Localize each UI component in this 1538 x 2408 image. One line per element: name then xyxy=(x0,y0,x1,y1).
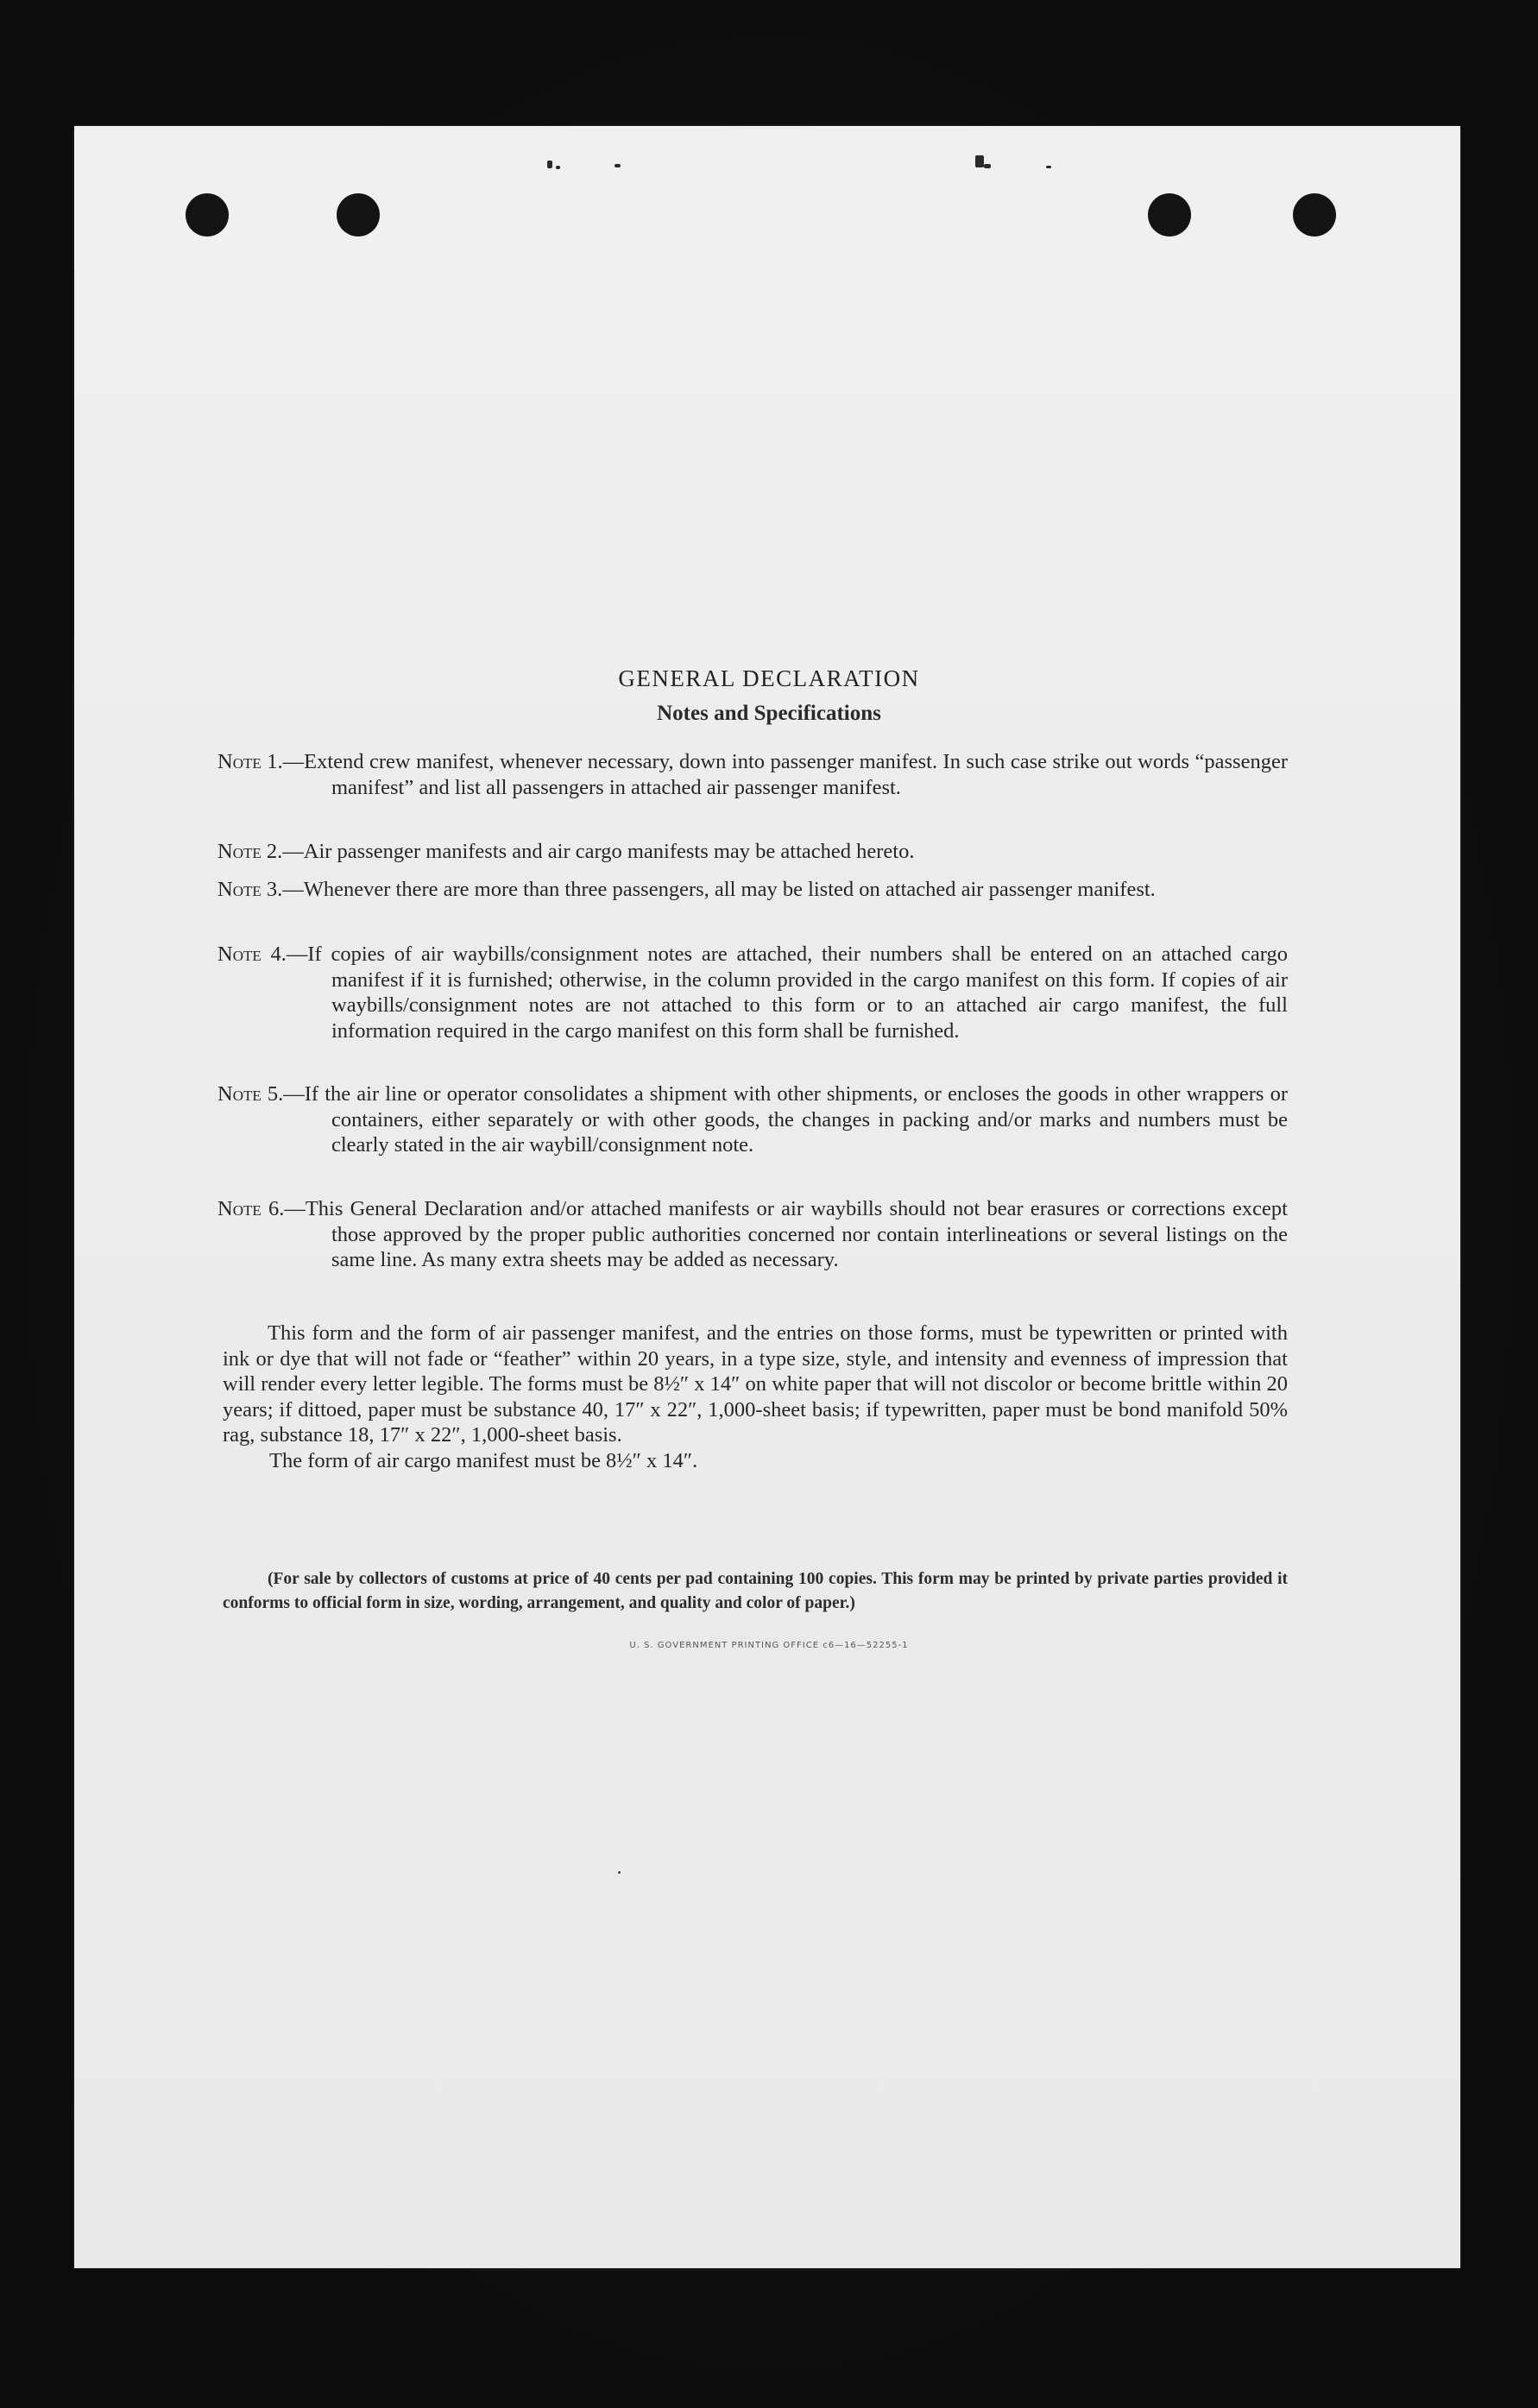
punch-hole-2 xyxy=(337,193,380,236)
printer-line: U. S. GOVERNMENT PRINTING OFFICE c6—16—52255-1 xyxy=(629,1641,909,1650)
specification-block xyxy=(223,1321,1288,1473)
note-text: —If copies of air waybills/consignment notes are attached, their numbers shall be entered on an attached cargo manifest if it is furnished; otherwise, in the column provided in the cargo manifest on this form. If copies of air waybills/consignment notes are not attached to this form or to an attached air cargo manifest, the full information required in the cargo manifest on this form shall be furnished. xyxy=(286,942,1288,1043)
scan-mark xyxy=(975,155,984,167)
punch-hole-3 xyxy=(1148,193,1191,236)
note-6 xyxy=(217,1196,1288,1273)
note-5 xyxy=(217,1081,1288,1158)
note-label: Note 5. xyxy=(217,1082,284,1106)
note-text: —This General Declaration and/or attached manifests or air waybills should not bear erasures or corrections except those approved by the proper public authorities concerned nor contain interlineations or several listings on the same line. As many extra sheets may be added as necessary. xyxy=(284,1197,1288,1271)
note-label: Note 3. xyxy=(217,878,283,901)
note-label: Note 6. xyxy=(217,1197,285,1220)
page-subtitle: Notes and Specifications xyxy=(657,702,881,725)
scan-mark xyxy=(615,164,621,167)
note-text: —Air passenger manifests and air cargo manifests may be attached hereto. xyxy=(282,840,915,863)
punch-hole-4 xyxy=(1293,193,1336,236)
specification-paragraph: This form and the form of air passenger manifest, and the entries on those forms, must be typewritten or printed with ink or dye that will not fade or “feather” within 20 years, in a type size, style, and intensity and evenness of impression that will render every letter legible. The forms must be 8½″ x 14″ on white paper that will not discolor or become brittle within 20 years; if dittoed, paper must be substance 40, 17″ x 22″, 1,000-sheet basis; if typewritten, paper must be bond manifold 50% rag, substance 18, 17″ x 22″, 1,000-sheet basis. xyxy=(223,1321,1288,1447)
note-1 xyxy=(217,749,1288,800)
note-3 xyxy=(217,877,1288,903)
scan-mark xyxy=(984,164,991,168)
note-label: Note 4. xyxy=(217,942,287,966)
sale-notice xyxy=(223,1567,1288,1616)
cargo-size-line: The form of air cargo manifest must be 8½″ x 14″. xyxy=(269,1448,698,1472)
punch-hole-1 xyxy=(186,193,229,236)
sale-notice-text: (For sale by collectors of customs at price of 40 cents per pad containing 100 copies. This form may be printed by private parties provided it conforms to official form in size, wording, arrangement, and quality and color of paper.) xyxy=(223,1570,1288,1612)
note-label: Note 2. xyxy=(217,840,283,863)
note-2 xyxy=(217,839,1288,865)
note-text: —If the air line or operator consolidates a shipment with other shipments, or encloses the goods in other wrappers or containers, either separately or with other goods, the changes in packing and/or marks and numbers must be clearly stated in the air waybill/consignment note. xyxy=(283,1082,1288,1157)
note-text: —Whenever there are more than three passengers, all may be listed on attached air passenger manifest. xyxy=(282,878,1156,901)
page-title: GENERAL DECLARATION xyxy=(618,665,920,691)
note-4 xyxy=(217,942,1288,1043)
scan-mark xyxy=(556,166,560,169)
note-label: Note 1. xyxy=(217,750,283,773)
scan-speck xyxy=(618,1871,621,1874)
note-text: —Extend crew manifest, whenever necessary, down into passenger manifest. In such case strike out words “passenger manifest” and list all passengers in attached air passenger manifest. xyxy=(282,750,1289,799)
scan-mark xyxy=(547,161,552,168)
scan-mark xyxy=(1046,166,1051,168)
